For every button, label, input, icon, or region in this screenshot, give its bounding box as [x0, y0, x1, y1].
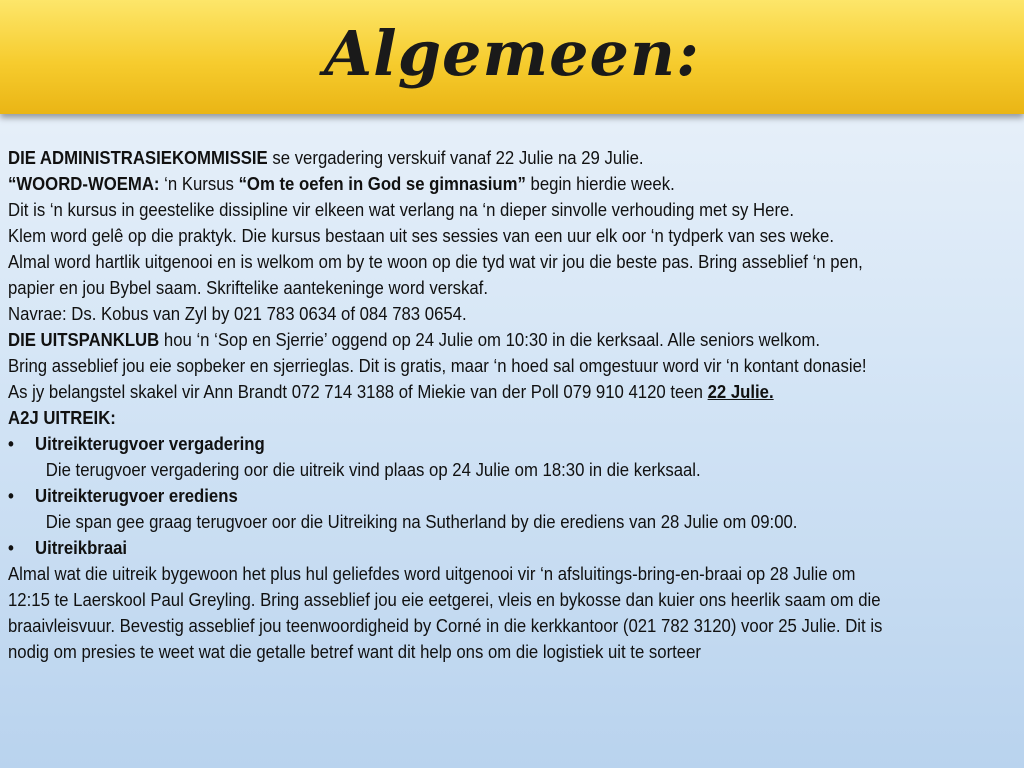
bullet-icon: •: [8, 485, 14, 506]
line-sopbeker: Bring asseblief jou eie sopbeker en sjerrieglas. Dit is gratis, maar ‘n hoed sal omgestuur word vir ‘n kontant donasie!: [8, 355, 867, 376]
woord-woema-heading: “WOORD-WOEMA:: [8, 173, 160, 194]
deadline-date: 22 Julie.: [707, 381, 774, 402]
line-woord-woema: [8, 171, 917, 197]
admin-heading: DIE ADMINISTRASIEKOMMISSIE: [8, 147, 268, 168]
uitspanklub-text: hou ‘n ‘Sop en Sjerrie’ oggend op 24 Julie om 10:30 in die kerksaal. Alle seniors welkom.: [159, 329, 821, 350]
bullet-detail: Die terugvoer vergadering oor die uitreik vind plaas op 24 Julie om 18:30 in die kerksaal.: [45, 459, 701, 480]
line-braai-2: 12:15 te Laerskool Paul Greyling. Bring asseblief jou eie eetgerei, vleis en bykosse dan kuier ons heerlik saam om die: [8, 589, 881, 610]
contact-text: As jy belangstel skakel vir Ann Brandt 072 714 3188 of Miekie van der Poll 079 910 4120 teen: [8, 381, 708, 402]
line-course-bring: papier en jou Bybel saam. Skriftelike aantekeninge word verskaf.: [8, 277, 488, 298]
bullet-title: Uitreikbraai: [35, 537, 128, 558]
bullet-icon: •: [8, 433, 14, 454]
bullet-detail: Die span gee graag terugvoer oor die Uitreiking na Sutherland by die erediens van 28 Julie om 09:00.: [45, 511, 798, 532]
line-enquiries: Navrae: Ds. Kobus van Zyl by 021 783 0634 of 084 783 0654.: [8, 303, 467, 324]
bullet-title: Uitreikterugvoer vergadering: [35, 433, 265, 454]
woord-woema-text: ‘n Kursus: [159, 173, 239, 194]
woord-woema-text-2: begin hierdie week.: [525, 173, 675, 194]
bullet-item-braai: [8, 535, 917, 561]
bullet-icon: •: [8, 537, 14, 558]
uitspanklub-heading: DIE UITSPANKLUB: [8, 329, 160, 350]
line-admin: [8, 145, 917, 171]
page-title: Algemeen:: [324, 17, 700, 90]
course-title: “Om te oefen in God se gimnasium”: [238, 173, 526, 194]
line-braai-3: braaivleisvuur. Bevestig asseblief jou teenwoordigheid by Corné in die kerkkantoor (021 782 3120) voor 25 Julie. Dit is: [8, 615, 883, 636]
title-bar: [0, 0, 1024, 114]
line-uitspanklub: [8, 327, 917, 353]
line-course-desc: Dit is ‘n kursus in geestelike dissipline vir elkeen wat verlang na ‘n dieper sinvolle verhouding met sy Here.: [8, 199, 794, 220]
line-contact: [8, 379, 917, 405]
line-braai-4: nodig om presies te weet wat die getalle betref want dit help ons om die logistiek uit te sorteer: [8, 641, 701, 662]
line-course-practice: Klem word gelê op die praktyk. Die kursus bestaan uit ses sessies van een uur elk oor ‘n tydperk van ses weke.: [8, 225, 834, 246]
bullet-item-vergadering: [8, 431, 917, 457]
bullet-title: Uitreikterugvoer erediens: [35, 485, 238, 506]
admin-text: se vergadering verskuif vanaf 22 Julie na 29 Julie.: [267, 147, 644, 168]
announcement-body: [8, 145, 917, 665]
line-braai-1: Almal wat die uitreik bygewoon het plus hul geliefdes word uitgenooi vir ‘n afsluitings-bring-en-braai op 28 Julie om: [8, 563, 856, 584]
a2j-heading: [8, 405, 917, 431]
bullet-item-erediens: [8, 483, 917, 509]
a2j-heading-text: A2J UITREIK:: [8, 407, 116, 428]
line-course-invite: Almal word hartlik uitgenooi en is welkom om by te woon op die tyd wat vir jou die beste pas. Bring asseblief ‘n pen,: [8, 251, 863, 272]
